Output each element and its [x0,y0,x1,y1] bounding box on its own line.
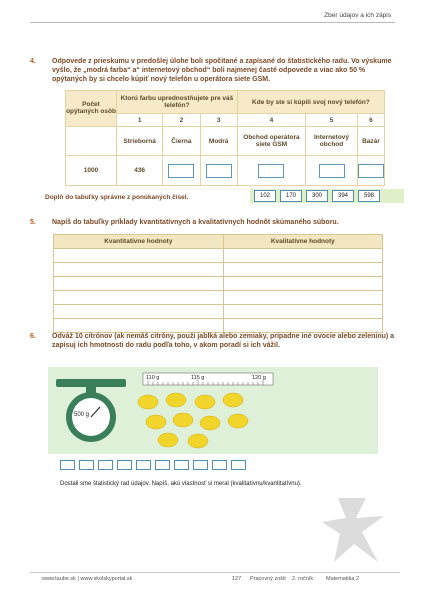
answer-box[interactable] [358,164,384,178]
final-question: Dostali sme štatistický rad údajov. Napíš, akú vlastnosť si meral (kvalitatívnu/kvantitatívnu). [60,481,302,487]
col-label: Modrá [200,126,237,156]
weight-box[interactable] [60,460,75,470]
task-5-number: 5. [30,219,36,226]
col-number: 5 [306,114,358,127]
book-part: 2. ročník [292,576,314,582]
footer-links[interactable]: www.taube.sk | www.skolskyportal.sk [42,576,133,582]
fill-instruction: Doplň do tabuľky správne z ponúkaných čísel. [45,194,189,201]
ruler-label: 120 g [252,375,266,381]
scale-drawing [48,367,378,454]
ruler-label: 110 g [146,375,160,381]
quantitative-header: Kvantitatívne hodnoty [54,235,224,249]
answer-box[interactable] [258,164,284,178]
header-divider [30,22,395,23]
task-6 [30,332,400,352]
col-label: Čierna [163,126,200,156]
write-cell[interactable] [223,291,382,305]
mascot-figure [318,488,393,568]
col-number: 4 [237,114,305,127]
weight-box[interactable] [136,460,151,470]
page-number: 127 [232,576,242,582]
task-6-text: Odváž 10 citrónov (ak nemáš citróny, použi jablká alebo zemiaky, prípadne iné ovocie alebo zeleninu) a zapisuj ich hmotnosti do radu podľa toho, v akom poradí si ich vážil. [52,333,395,349]
col-label: Bazár [357,126,384,156]
footer-divider [30,572,400,573]
col-number: 3 [200,114,237,127]
write-cell[interactable] [54,319,224,333]
weight-box[interactable] [98,460,113,470]
task-4-text: Odpovede z prieskumu v predošlej úlohe boli spočítané a zapísané do štatistického radu. Vo výskume vyšlo, že „modrá farba“ a“ internetový obchod“ boli najmenej časté odpovede a viac ako 50 % opýtaných by si chcelo kúpiť nový telefón u operátora siete GSM. [52,58,392,83]
answer-box[interactable] [168,164,194,178]
weight-box[interactable] [155,460,170,470]
write-cell[interactable] [54,263,224,277]
values-table [53,234,383,333]
survey-table [65,90,385,186]
weight-entry-row [60,460,246,470]
color-question-header: Ktorú farbu uprednostňujete pre váš telefón? [117,91,238,114]
scale-pan [56,379,126,387]
number-options [250,189,404,203]
number-option[interactable]: 102 [254,190,276,202]
answer-box[interactable] [319,164,345,178]
count-header: Počet opýtaných osôb [66,91,117,127]
scale-value-label: 500 g [74,412,90,418]
col-label: Obchod operátora siete GSM [237,126,305,156]
weight-box[interactable] [174,460,189,470]
number-option[interactable]: 170 [280,190,302,202]
write-cell[interactable] [223,305,382,319]
shop-question-header: Kde by ste si kúpili svoj nový telefón? [237,91,384,114]
book-name: Pracovný zošit [250,576,286,582]
weight-box[interactable] [231,460,246,470]
qualitative-header: Kvalitatívne hodnoty [223,235,382,249]
write-cell[interactable] [223,319,382,333]
task-4 [30,57,400,87]
weight-box[interactable] [193,460,208,470]
task-6-number: 6. [30,333,36,340]
answer-box[interactable] [206,164,232,178]
task-5 [30,218,400,228]
col-label: Strieborná [117,126,163,156]
col-number: 1 [117,114,163,127]
write-cell[interactable] [223,249,382,263]
write-cell[interactable] [54,291,224,305]
weighing-illustration [48,367,378,454]
write-cell[interactable] [223,263,382,277]
task-5-text: Napíš do tabuľky príklady kvantitatívnych a kvalitatívnych hodnôt skúmaného súboru. [52,219,339,226]
write-cell[interactable] [223,277,382,291]
number-option[interactable]: 598 [358,190,380,202]
mascot-icon [322,498,384,562]
write-cell[interactable] [54,249,224,263]
number-option[interactable]: 300 [306,190,328,202]
weight-box[interactable] [79,460,94,470]
value-silver: 436 [117,156,163,186]
chapter-title: Zber údajov a ich zápis [324,12,391,19]
col-number: 2 [163,114,200,127]
lemons [138,393,248,448]
col-number: 6 [357,114,384,127]
number-option[interactable]: 394 [332,190,354,202]
task-4-number: 4. [30,58,36,65]
write-cell[interactable] [54,305,224,319]
write-cell[interactable] [54,277,224,291]
ruler-label: 115 g [191,375,205,381]
row-count: 1000 [66,156,117,186]
weight-box[interactable] [212,460,227,470]
book-subject: Matematika 2 [326,576,360,582]
col-label: Internetový obchod [306,126,358,156]
weight-box[interactable] [117,460,132,470]
